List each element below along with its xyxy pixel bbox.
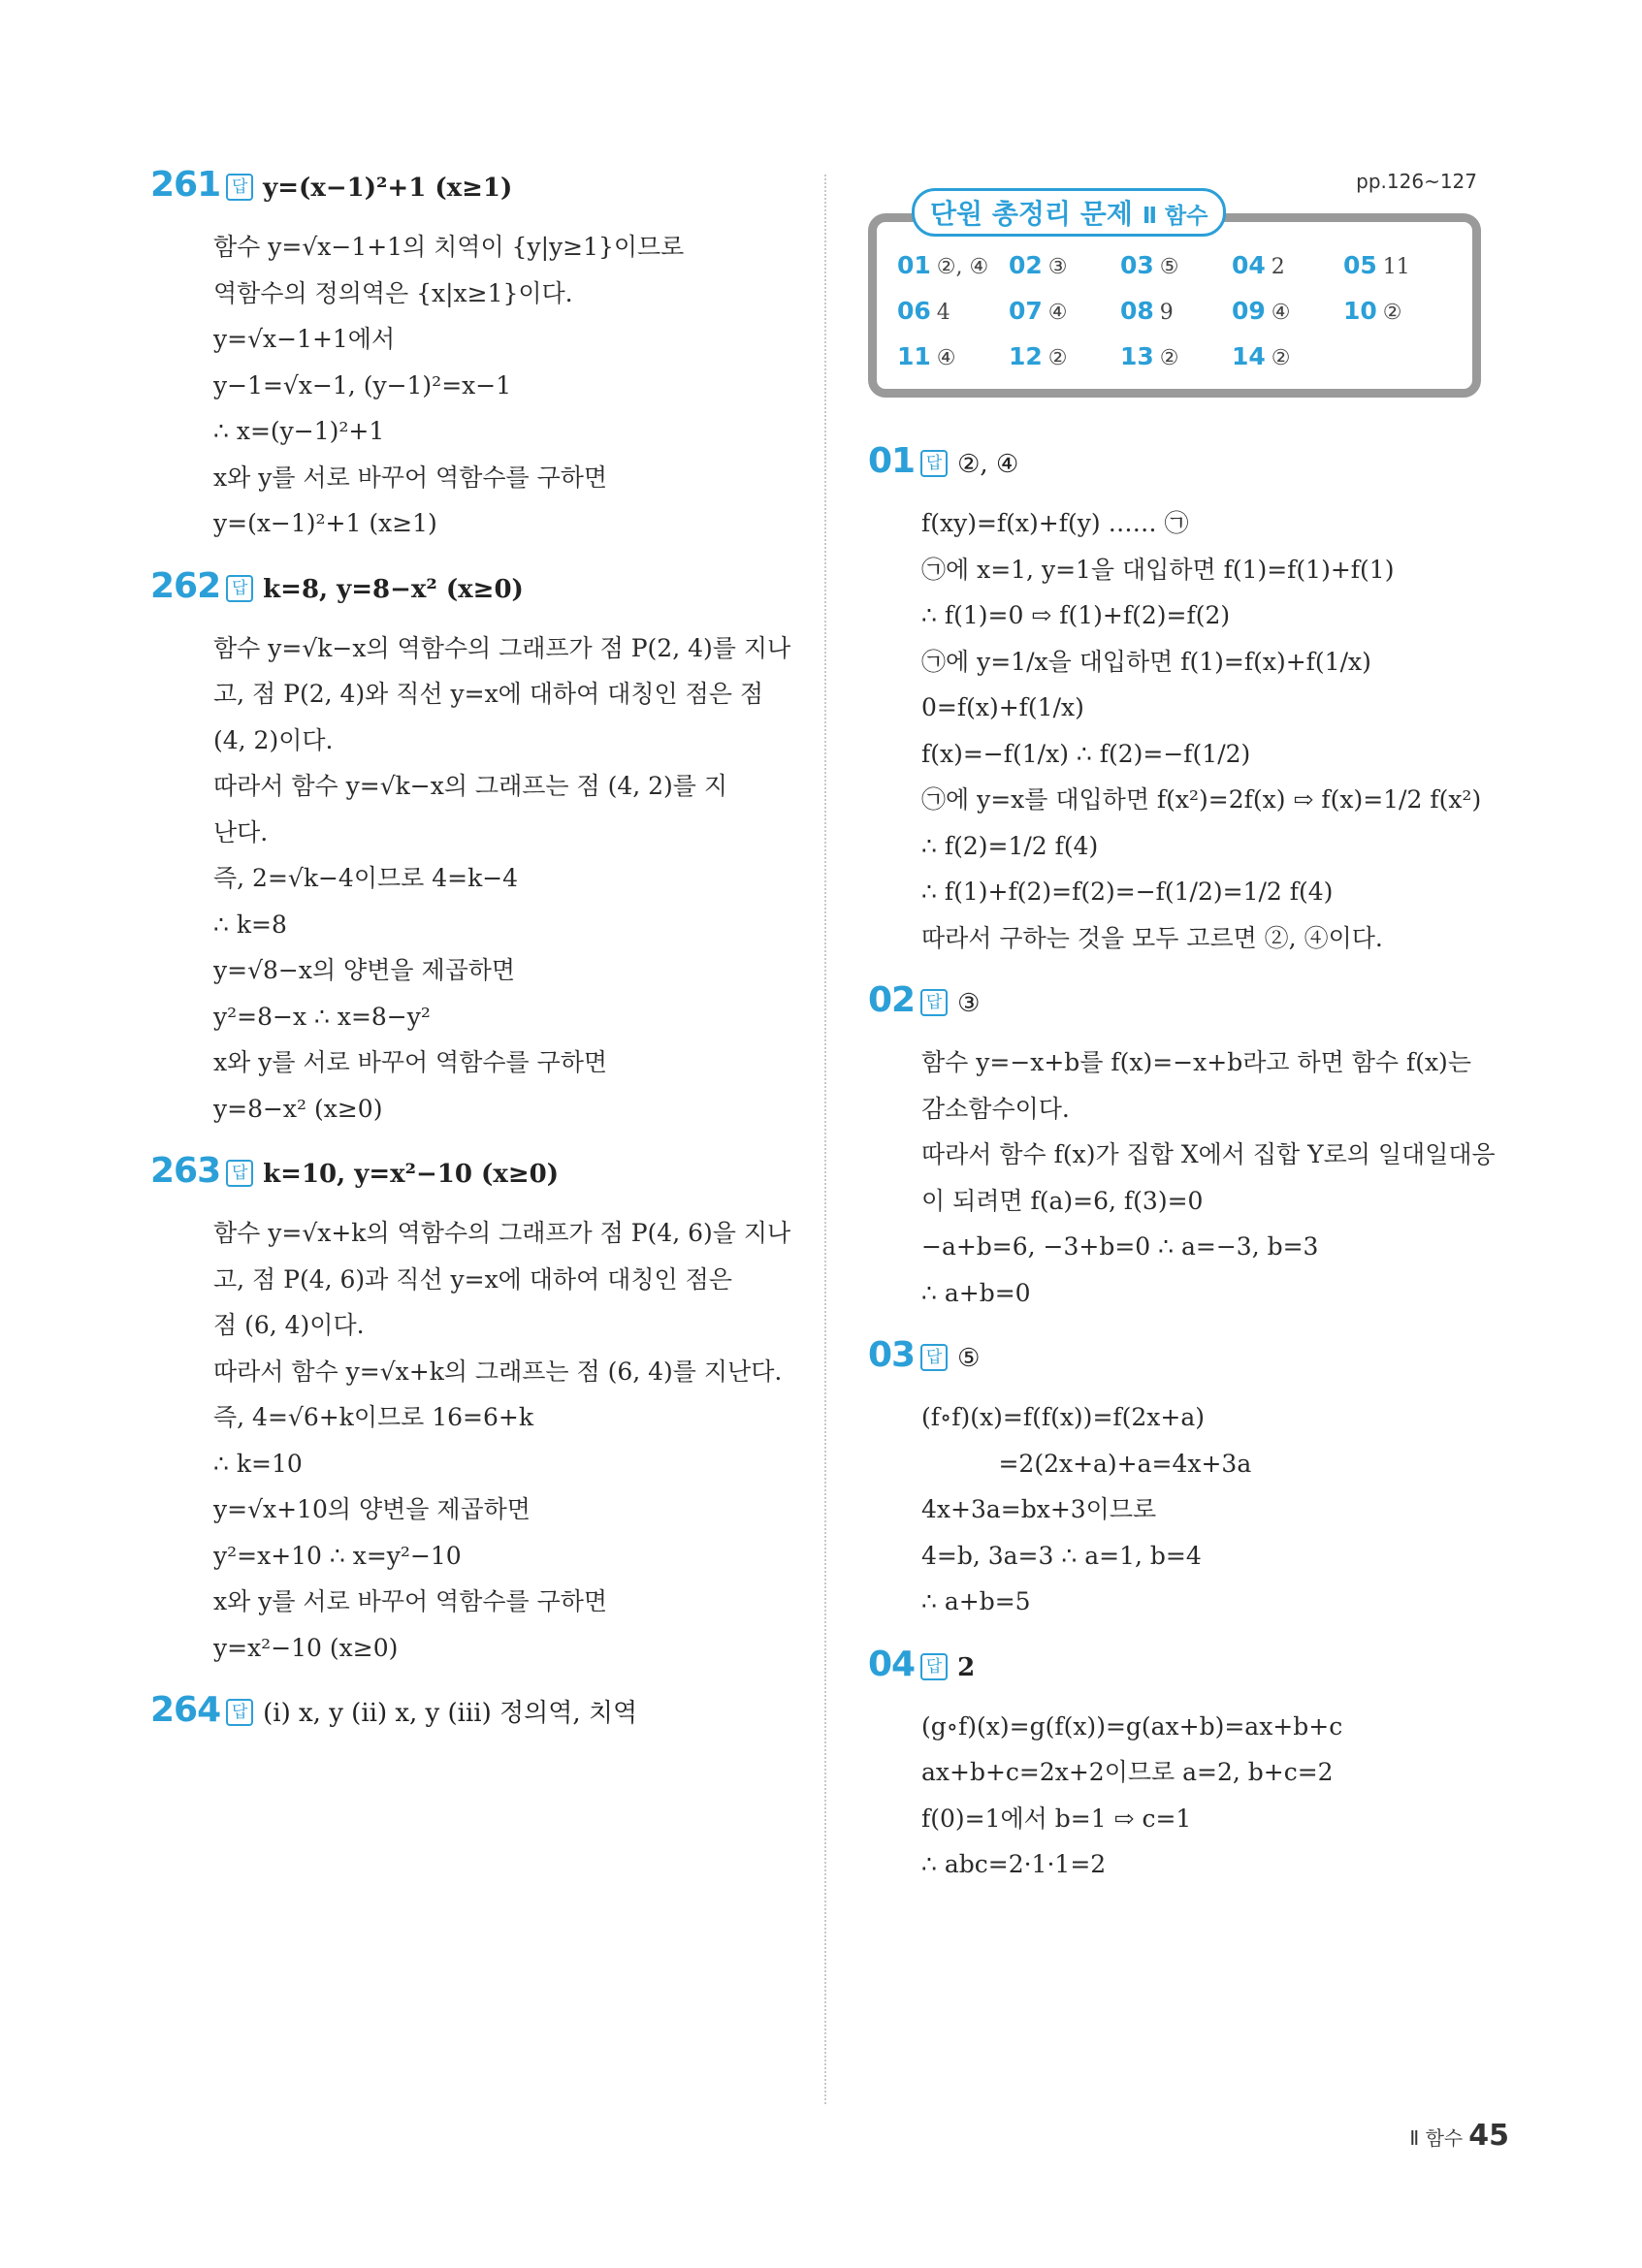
solution-line: ∴ f(1)=0 ⇨ f(1)+f(2)=f(2)	[921, 601, 1231, 629]
problem-number: 04	[868, 1644, 916, 1684]
solution-line: y=√x−1+1에서	[213, 325, 396, 353]
solution-line: −a+b=6, −3+b=0 ∴ a=−3, b=3	[921, 1232, 1319, 1261]
solution-line: ax+b+c=2x+2이므로 a=2, b+c=2	[921, 1758, 1334, 1786]
solution-line: 함수 y=√x−1+1의 치역이 {y|y≥1}이므로	[213, 233, 685, 261]
answer-value: ②	[1047, 346, 1068, 370]
solution-line: y²=x+10 ∴ x=y²−10	[213, 1541, 462, 1570]
solution-line: f(x)=−f(1/x) ∴ f(2)=−f(1/2)	[921, 739, 1251, 768]
problem-answer: (ⅰ) x, y (ⅱ) x, y (ⅲ) 정의역, 치역	[263, 1699, 638, 1728]
right-column	[868, 441, 1518, 1907]
solution-line: 함수 y=√x+k의 역함수의 그래프가 점 P(4, 6)을 지나	[213, 1219, 791, 1247]
answer-number: 01	[897, 251, 931, 279]
answer-number: 05	[1343, 251, 1377, 279]
answer-value: ②	[1159, 346, 1179, 370]
answer-badge: 답	[226, 1160, 253, 1187]
column-divider	[824, 175, 826, 2104]
page-range: pp.126~127	[1356, 170, 1477, 193]
answer-number: 11	[897, 342, 931, 370]
answer-cell	[1232, 342, 1343, 370]
answer-badge: 답	[226, 575, 253, 602]
answer-value: ②, ④	[936, 255, 989, 279]
problem-261	[150, 165, 800, 547]
answer-value: ④	[1271, 301, 1291, 325]
solution-line: 따라서 함수 y=√k−x의 그래프는 점 (4, 2)를 지	[213, 772, 728, 800]
answer-badge: 답	[920, 450, 948, 477]
problem-number: 264	[150, 1690, 221, 1730]
solution-line: 따라서 구하는 것을 모두 고르면 ②, ④이다.	[921, 923, 1383, 952]
solution-line: ㉠에 x=1, y=1을 대입하면 f(1)=f(1)+f(1)	[921, 555, 1395, 584]
solution-line: 즉, 4=√6+k이므로 16=6+k	[213, 1403, 533, 1431]
solution-line: (g∘f)(x)=g(f(x))=g(ax+b)=ax+b+c	[921, 1711, 1343, 1741]
answer-cell	[1343, 297, 1455, 325]
solution-line: ∴ abc=2·1·1=2	[921, 1850, 1107, 1878]
solution-line: =2(2x+a)+a=4x+3a	[921, 1449, 1252, 1478]
solution-line: 이 되려면 f(a)=6, f(3)=0	[921, 1186, 1204, 1215]
answer-value: ④	[1047, 301, 1068, 325]
page-number: 45	[1468, 2119, 1509, 2153]
answer-number: 04	[1232, 251, 1266, 279]
answer-grid	[897, 242, 1469, 379]
problem-answer: ③	[957, 989, 981, 1018]
problem-number: 262	[150, 565, 221, 606]
solution-line: ∴ x=(y−1)²+1	[213, 417, 385, 445]
answer-value: ④	[936, 346, 956, 370]
problem-number: 02	[868, 980, 916, 1020]
answer-number: 08	[1120, 297, 1154, 325]
summary-title-text: 단원 총정리 문제	[930, 198, 1133, 230]
solution-line: 역함수의 정의역은 {x|x≥1}이다.	[213, 278, 573, 307]
solution-line: 함수 y=√k−x의 역함수의 그래프가 점 P(2, 4)를 지나	[213, 633, 791, 662]
answer-grid-row	[897, 288, 1469, 334]
answer-cell	[1120, 297, 1232, 325]
problem-01	[868, 441, 1518, 961]
answer-cell	[1120, 342, 1232, 370]
answer-value: ③	[1047, 255, 1068, 279]
solution-line: ㉠에 y=x를 대입하면 f(x²)=2f(x) ⇨ f(x)=1/2 f(x²)	[921, 785, 1482, 814]
answer-cell	[1120, 251, 1232, 279]
solution-line: 고, 점 P(4, 6)과 직선 y=x에 대하여 대칭인 점은	[213, 1264, 732, 1294]
solution-line: 난다.	[213, 817, 269, 847]
solution-line: ∴ f(1)+f(2)=f(2)=−f(1/2)=1/2 f(4)	[921, 878, 1334, 906]
answer-cell	[1009, 297, 1120, 325]
answer-cell	[1343, 251, 1455, 279]
summary-unit: Ⅱ 함수	[1142, 204, 1208, 229]
solution-line: f(0)=1에서 b=1 ⇨ c=1	[921, 1804, 1192, 1833]
solution-line: ∴ k=10	[213, 1449, 303, 1478]
solution-line: 4=b, 3a=3 ∴ a=1, b=4	[921, 1541, 1202, 1570]
summary-box	[868, 194, 1489, 398]
solution-line: ∴ a+b=5	[921, 1587, 1031, 1615]
answer-value: 11	[1382, 255, 1410, 279]
problem-answer: y=(x−1)²+1 (x≥1)	[263, 174, 513, 203]
problem-263	[150, 1151, 800, 1671]
problem-answer: ②, ④	[957, 450, 1019, 479]
solution-line: ∴ f(2)=1/2 f(4)	[921, 831, 1099, 860]
answer-number: 13	[1120, 342, 1154, 370]
solution-line: 함수 y=−x+b를 f(x)=−x+b라고 하면 함수 f(x)는	[921, 1048, 1471, 1076]
problem-02	[868, 980, 1518, 1316]
answer-cell	[897, 297, 1009, 325]
problem-number: 01	[868, 441, 916, 481]
answer-cell	[1232, 251, 1343, 279]
solution-line: y=√x+10의 양변을 제곱하면	[213, 1495, 531, 1523]
solution-line: y²=8−x ∴ x=8−y²	[213, 1002, 431, 1031]
solution-line: ∴ k=8	[213, 910, 287, 939]
answer-number: 03	[1120, 251, 1154, 279]
solution-line: 4x+3a=bx+3이므로	[921, 1495, 1157, 1523]
answer-cell	[1009, 251, 1120, 279]
answer-number: 10	[1343, 297, 1377, 325]
answer-grid-row	[897, 242, 1469, 288]
solution-line: f(xy)=f(x)+f(y) …… ㉠	[921, 509, 1189, 537]
problem-03	[868, 1335, 1518, 1625]
problem-04	[868, 1645, 1518, 1888]
answer-value: 4	[936, 301, 950, 325]
answer-number: 02	[1009, 251, 1043, 279]
solution-line: x와 y를 서로 바꾸어 역함수를 구하면	[213, 1048, 608, 1076]
solution-line: 즉, 2=√k−4이므로 4=k−4	[213, 864, 519, 892]
solution-line: 따라서 함수 f(x)가 집합 X에서 집합 Y로의 일대일대응	[921, 1140, 1496, 1168]
answer-badge: 답	[226, 1699, 253, 1726]
problem-264	[150, 1690, 800, 1730]
solution-line: y=x²−10 (x≥0)	[213, 1633, 399, 1662]
summary-title	[912, 188, 1226, 237]
solution-line: 따라서 함수 y=√x+k의 그래프는 점 (6, 4)를 지난다.	[213, 1357, 783, 1386]
answer-badge: 답	[920, 1344, 948, 1371]
problem-answer: 2	[957, 1652, 976, 1682]
answer-value: ②	[1382, 301, 1402, 325]
solution-line: (f∘f)(x)=f(f(x))=f(2x+a)	[921, 1403, 1206, 1431]
answer-cell	[1232, 297, 1343, 325]
problem-number: 263	[150, 1151, 221, 1191]
solution-line: y−1=√x−1, (y−1)²=x−1	[213, 370, 512, 399]
problem-answer: k=10, y=x²−10 (x≥0)	[263, 1160, 560, 1189]
solution-line: (4, 2)이다.	[213, 725, 334, 754]
answer-value: 2	[1271, 255, 1285, 279]
answer-number: 06	[897, 297, 931, 325]
answer-badge: 답	[226, 174, 253, 201]
problem-number: 261	[150, 165, 221, 205]
problem-number: 03	[868, 1335, 916, 1375]
solution-line: y=8−x² (x≥0)	[213, 1094, 383, 1123]
answer-value: 9	[1159, 301, 1174, 325]
answer-number: 14	[1232, 342, 1266, 370]
solution-line: x와 y를 서로 바꾸어 역함수를 구하면	[213, 1587, 608, 1615]
page-footer	[1409, 2119, 1509, 2153]
problem-answer: ⑤	[957, 1344, 981, 1373]
answer-number: 07	[1009, 297, 1043, 325]
answer-number: 12	[1009, 342, 1043, 370]
answer-value: ⑤	[1159, 255, 1179, 279]
solution-line: ∴ a+b=0	[921, 1278, 1031, 1307]
answer-cell	[897, 251, 1009, 279]
solution-line: 0=f(x)+f(1/x)	[921, 693, 1084, 721]
solution-line: y=√8−x의 양변을 제곱하면	[213, 956, 516, 984]
solution-line: y=(x−1)²+1 (x≥1)	[213, 509, 437, 537]
left-column	[150, 165, 800, 1749]
footer-section: Ⅱ 함수	[1409, 2126, 1464, 2150]
solution-line: 고, 점 P(2, 4)와 직선 y=x에 대하여 대칭인 점은 점	[213, 680, 763, 708]
answer-badge: 답	[920, 1653, 948, 1680]
solution-line: x와 y를 서로 바꾸어 역함수를 구하면	[213, 463, 608, 492]
answer-badge: 답	[920, 989, 948, 1016]
solution-line: 점 (6, 4)이다.	[213, 1311, 365, 1339]
solution-line: 감소함수이다.	[921, 1094, 1070, 1123]
solution-line: ㉠에 y=1/x을 대입하면 f(1)=f(x)+f(1/x)	[921, 647, 1371, 676]
answer-number: 09	[1232, 297, 1266, 325]
answer-cell	[1009, 342, 1120, 370]
problem-262	[150, 566, 800, 1133]
answer-cell	[897, 342, 1009, 370]
answer-value: ②	[1271, 346, 1291, 370]
answer-grid-row	[897, 334, 1469, 379]
problem-answer: k=8, y=8−x² (x≥0)	[263, 574, 524, 604]
